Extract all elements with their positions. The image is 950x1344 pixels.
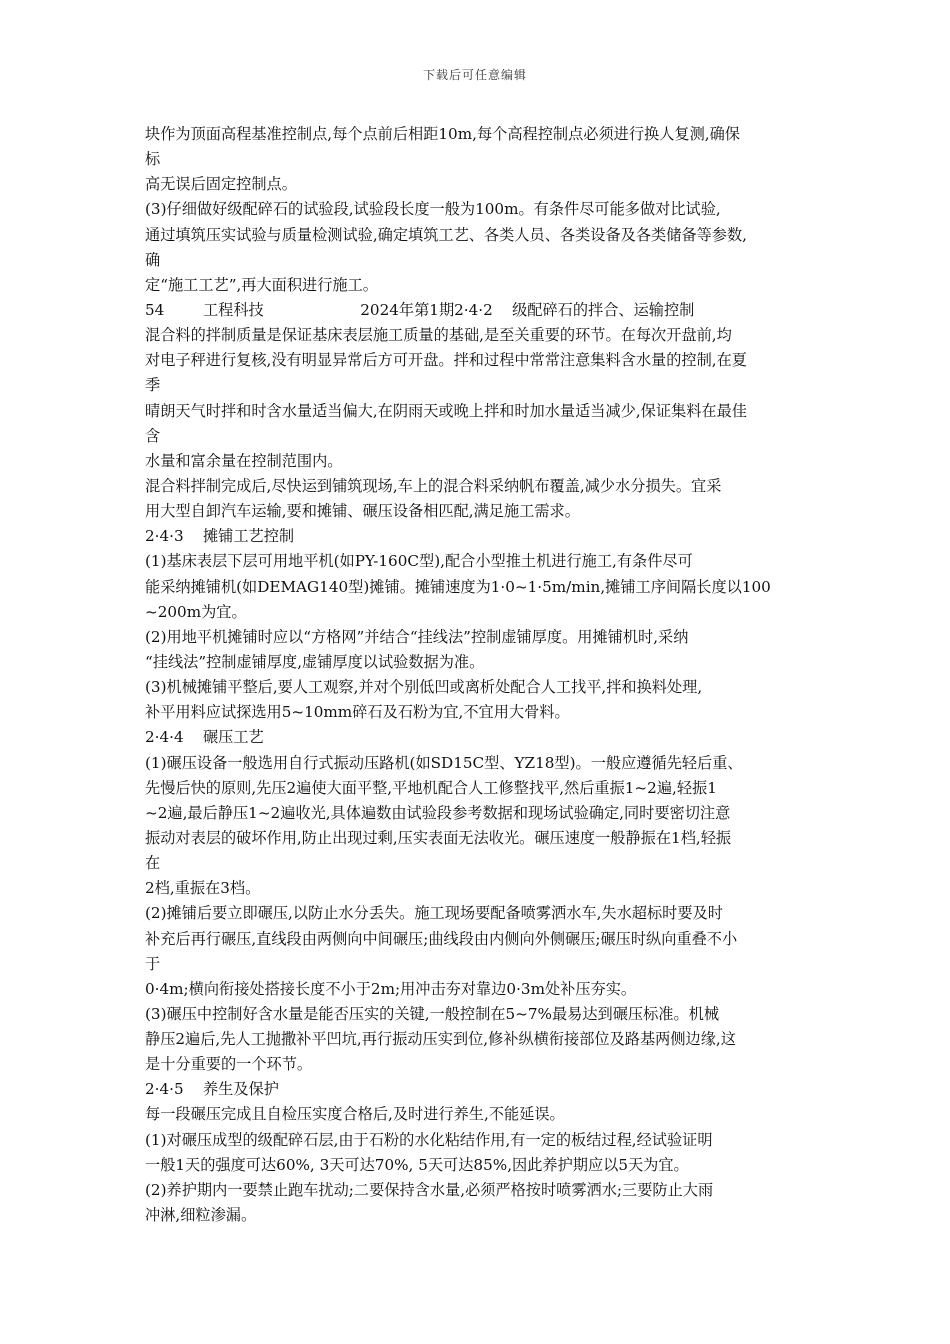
text-line: ~200m为宜。 <box>145 602 247 621</box>
text-line: (2)摊铺后要立即碾压,以防止水分丢失。施工现场要配备喷雾洒水车,失水超标时要及时 <box>145 904 723 923</box>
text-line: 冲淋,细粒渗漏。 <box>145 1206 257 1225</box>
section-heading: 2·4·5 养生及保护 <box>145 1080 279 1099</box>
text-line: 在 <box>145 854 161 873</box>
text-line: 补充后再行碾压,直线段由两侧向中间碾压;曲线段由内侧向外侧碾压;碾压时纵向重叠不小 <box>145 929 738 948</box>
text-line: 混合料拌制完成后,尽快运到铺筑现场,车上的混合料采纳帆布覆盖,减少水分损失。宜采 <box>145 476 722 495</box>
text-line: 混合料的拌制质量是保证基床表层施工质量的基础,是至关重要的环节。在每次开盘前,均 <box>145 326 732 345</box>
text-line: 补平用料应试探选用5~10mm碎石及石粉为宜,不宜用大骨料。 <box>145 703 570 722</box>
section-heading: 2·4·3 摊铺工艺控制 <box>145 527 295 546</box>
text-line: (1)对碾压成型的级配碎石层,由于石粉的水化粘结作用,有一定的板结过程,经试验证明 <box>145 1130 713 1149</box>
text-line: 高无误后固定控制点。 <box>145 175 297 194</box>
document-body <box>145 122 815 1228</box>
text-line: 季 <box>145 376 161 395</box>
text-line: ~2遍,最后静压1~2遍收光,具体遍数由试验段参考数据和现场试验确定,同时要密切注意 <box>145 803 731 822</box>
text-line: (1)基床表层下层可用地平机(如PY-160C型),配合小型推土机进行施工,有条件尽可 <box>145 552 693 571</box>
text-line: 于 <box>145 954 161 973</box>
text-line: 块作为顶面高程基准控制点,每个点前后相距10m,每个高程控制点必须进行换人复测,确保 <box>145 125 740 143</box>
text-line: 能采纳摊铺机(如DEMAG140型)摊铺。摊铺速度为1·0~1·5m/min,摊铺工序间隔长度以100 <box>145 577 771 596</box>
text-line: 晴朗天气时拌和时含水量适当偏大,在阴雨天或晚上拌和时加水量适当减少,保证集料在最佳 <box>145 401 747 420</box>
text-line: (2)养护期内一要禁止跑车扰动;二要保持含水量,必须严格按时喷雾洒水;三要防止大雨 <box>145 1180 714 1199</box>
text-line: 含 <box>145 426 161 445</box>
text-line: (2)用地平机摊铺时应以“方格网”并结合“挂线法”控制虚铺厚度。用摊铺机时,采纳 <box>145 627 689 646</box>
text-line: 用大型自卸汽车运输,要和摊铺、碾压设备相匹配,满足施工需求。 <box>145 502 580 521</box>
text-line: 静压2遍后,先人工抛撒补平凹坑,再行振动压实到位,修补纵横衔接部位及路基两侧边缘,这 <box>145 1030 736 1049</box>
text-line: 每一段碾压完成且自检压实度合格后,及时进行养生,不能延误。 <box>145 1105 565 1124</box>
text-line: (3)仔细做好级配碎石的试验段,试验段长度一般为100m。有条件尽可能多做对比试验, <box>145 200 721 219</box>
page-header: 下载后可任意编辑 <box>422 68 527 82</box>
text-line: 对电子秤进行复核,没有明显异常后方可开盘。拌和过程中常常注意集料含水量的控制,在夏 <box>145 351 747 370</box>
journal-info-line: 54 工程科技 2024年第1期2·4·2 级配碎石的拌合、运输控制 <box>145 300 695 319</box>
text-line: 水量和富余量在控制范围内。 <box>145 451 343 470</box>
text-line: 是十分重要的一个环节。 <box>145 1055 313 1074</box>
text-line: 振动对表层的破坏作用,防止出现过剩,压实表面无法收光。碾压速度一般静振在1档,轻振 <box>145 828 732 847</box>
text-line: 通过填筑压实试验与质量检测试验,确定填筑工艺、各类人员、各类设备及各类储备等参数, <box>145 225 747 244</box>
text-line: 一般1天的强度可达60%, 3天可达70%, 5天可达85%,因此养护期应以5天为宜。 <box>145 1155 689 1174</box>
text-line: 确 <box>145 250 161 269</box>
section-heading: 2·4·4 碾压工艺 <box>145 728 264 747</box>
text-line: 0·4m;横向衔接处搭接长度不小于2m;用冲击夯对靠边0·3m处补压夯实。 <box>145 979 637 998</box>
text-line: (1)碾压设备一般选用自行式振动压路机(如SD15C型、YZ18型)。一般应遵循先轻后重、 <box>145 753 743 772</box>
text-line: 标 <box>145 150 161 169</box>
text-line: (3)碾压中控制好含水量是能否压实的关键,一般控制在5~7%最易达到碾压标准。机械 <box>145 1004 720 1023</box>
text-line: 先慢后快的原则,先压2遍使大面平整,平地机配合人工修整找平,然后重振1~2遍,轻振1 <box>145 778 717 797</box>
text-line: (3)机械摊铺平整后,要人工观察,并对个别低凹或离析处配合人工找平,拌和换料处理, <box>145 678 703 697</box>
text-line: “挂线法”控制虚铺厚度,虚铺厚度以试验数据为准。 <box>145 652 485 671</box>
text-line: 定“施工工艺”,再大面积进行施工。 <box>145 275 378 294</box>
text-line: 2档,重振在3档。 <box>145 879 261 898</box>
